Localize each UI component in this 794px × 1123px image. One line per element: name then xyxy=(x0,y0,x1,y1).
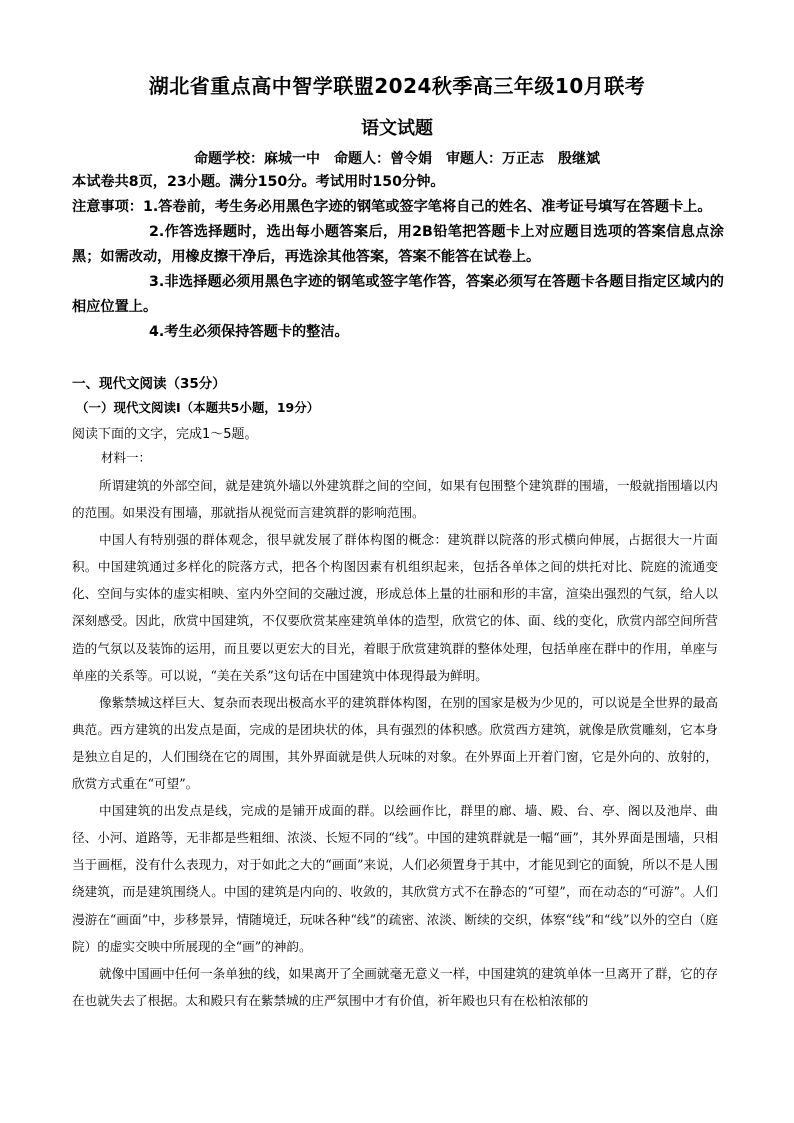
reading-instruction: 阅读下面的文字，完成1～5题。 xyxy=(72,427,258,442)
notice-item-1 xyxy=(72,195,724,220)
notice-item-1-text: 1.答卷前，考生务必用黑色字迹的钢笔或签字笔将自己的姓名、准考证号填写在答题卡上。 xyxy=(142,199,712,215)
passage-paragraph: 所谓建筑的外部空间，就是建筑外墙以外建筑群之间的空间，如果有包围整个建筑群的围墙，一般就指围墙以内的范围。如果没有围墙，那就指从视觉而言建筑群的影响范围。 xyxy=(72,478,718,521)
exam-info: 本试卷共8页，23小题。满分150分。考试用时150分钟。 xyxy=(72,174,445,190)
notice-label: 注意事项： xyxy=(72,199,143,215)
notice-item-4: 4.考生必须保持答题卡的整洁。 xyxy=(149,324,349,340)
notice-item-2: 2.作答选择题时，选出每小题答案后，用2B铅笔把答题卡上对应题目选项的答案信息点涂黑；如需改动，用橡皮擦干净后，再选涂其他答案，答案不能答在试卷上。 xyxy=(72,224,724,265)
exam-title: 湖北省重点高中智学联盟2024秋季高三年级10月联考 xyxy=(148,74,646,98)
reading-passage xyxy=(72,472,718,1014)
passage-paragraph: 像紫禁城这样巨大、复杂而表现出极高水平的建筑群体构图，在别的国家是极为少见的，可以说是全世界的最高典范。西方建筑的出发点是面，完成的是团块状的体，具有强烈的体积感。欣赏西方建筑，就像是欣赏雕刻，它本身是独立自足的，人们围绕在它的周围，其外界面就是供人玩味的对象。在外界面上开着门窗，它是外向的、放射的，欣赏方式重在“可望”。 xyxy=(72,694,718,792)
passage-paragraph: 中国建筑的出发点是线，完成的是铺开成面的群。以绘画作比，群里的廊、墙、殿、台、亭、阁以及池岸、曲径、小河、道路等，无非都是些粗细、浓淡、长短不同的“线”。中国的建筑群就是一幅“画”，其外界面是围墙，只相当于画框，没有什么表现力，对于如此之大的“画面”来说，人们必须置身于其中，才能见到它的面貌，所以不是人围绕建筑，而是建筑围绕人。中国的建筑是内向的、收敛的，其欣赏方式不在静态的“可望”，而在动态的“可游”。人们漫游在“画面”中，步移景异，情随境迁，玩味各种“线”的疏密、浓淡、断续的交织，体察“线”和“线”以外的空白（庭院）的虚实交映中所展现的全“画”的神韵。 xyxy=(72,803,718,954)
notice-item-3: 3.非选择题必须用黑色字迹的钢笔或签字笔作答，答案必须写在答题卡各题目指定区域内的相应位置上。 xyxy=(72,274,724,315)
section-heading: 一、现代文阅读（35分） xyxy=(72,376,226,392)
material-label: 材料一： xyxy=(101,450,152,465)
exam-subtitle: 语文试题 xyxy=(361,118,433,139)
exam-info-block xyxy=(72,170,724,345)
exam-credits: 命题学校：麻城一中 命题人：曾令娟 审题人：万正志 殷继斌 xyxy=(194,151,600,167)
subsection-heading: （一）现代文阅读Ⅰ（本题共5小题，19分） xyxy=(76,400,320,415)
passage-paragraph: 就像中国画中任何一条单独的线，如果离开了全画就毫无意义一样，中国建筑的建筑单体一旦离开了群，它的存在也就失去了根据。太和殿只有在紫禁城的庄严氛围中才有价值，祈年殿也只有在松柏浓郁的 xyxy=(72,965,718,1008)
passage-paragraph: 中国人有特别强的群体观念，很早就发展了群体构图的概念：建筑群以院落的形式横向伸展，占据很大一片面积。中国建筑通过多样化的院落方式，把各个构图因素有机组织起来，包括各单体之间的烘托对比、院庭的流通变化、空间与实体的虚实相映、室内外空间的交融过渡，形成总体上量的壮丽和形的丰富，渲染出强烈的气氛，给人以深刻感受。因此，欣赏中国建筑，不仅要欣赏某座建筑单体的造型，欣赏它的体、面、线的变化，欣赏内部空间所营造的气氛以及装饰的运用，而且要以更宏大的目光，着眼于欣赏建筑群的整体处理，包括单座在群中的作用，单座与单座的关系等。可以说，“美在关系”这句话在中国建筑中体现得最为鲜明。 xyxy=(72,532,718,683)
